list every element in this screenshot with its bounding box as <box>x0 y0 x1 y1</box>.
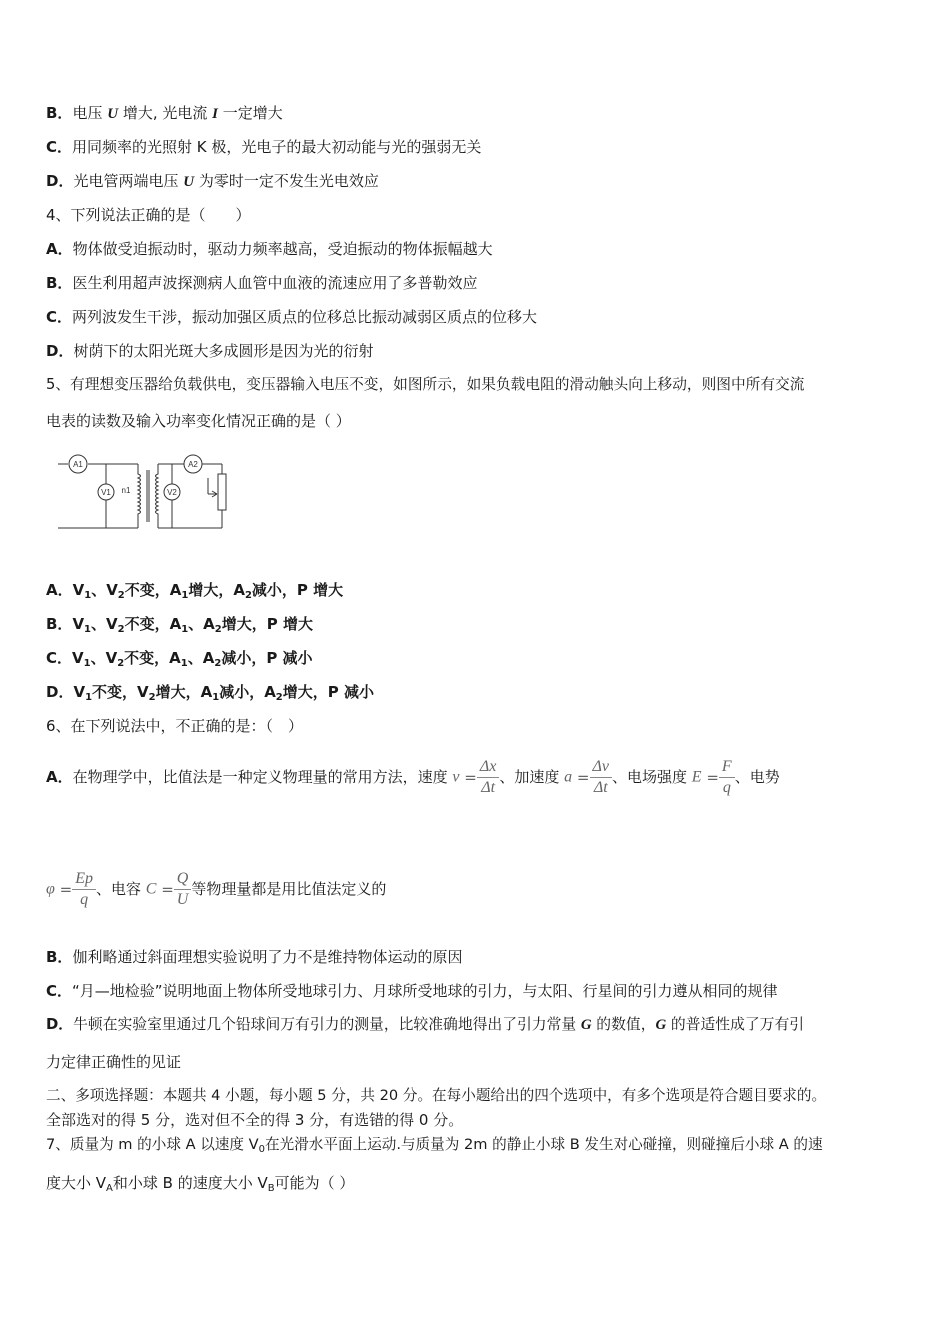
acceleration-formula: $\frac{\Delta v}{\Delta t}$ <box>590 757 613 798</box>
q3-option-c: C．用同频率的光照射 K 极，光电子的最大初动能与光的强弱无关 <box>46 138 482 156</box>
q7-stem-line1: 7、质量为 m 的小球 A 以速度 $V_0$在光滑水平面上运动.与质量为 2m 的静止小球 B 发生对心碰撞，则碰撞后小球 A 的速 <box>46 1136 823 1155</box>
q5-option-d: D．$V_1$不变，$V_2$增大，$A_1$减小，$A_2$增大，P 减小 <box>46 683 374 703</box>
q6-option-a-line1: A．在物理学中，比值法是一种定义物理量的常用方法，速度 v = $\frac{\Delta x}{\Delta t}$ 、加速度 a = $\frac{\Delta v}{\Delta t}$ 、电场强度 E = $\frac{F}{q}$ 、电势 <box>46 758 780 796</box>
q3-option-b: B．电压 U 增大, 光电流 I 一定增大 <box>46 104 283 122</box>
q6-option-b: B．伽利略通过斜面理想实验说明了力不是维持物体运动的原因 <box>46 948 463 966</box>
q5-stem-line2: 电表的读数及输入功率变化情况正确的是（ ） <box>46 412 351 430</box>
q4-option-b: B．医生利用超声波探测病人血管中血液的流速应用了多普勒效应 <box>46 274 478 292</box>
q4-option-d: D．树荫下的太阳光斑大多成圆形是因为光的衍射 <box>46 342 374 360</box>
label-v1: V1 <box>101 488 111 497</box>
capacitance-formula: $\frac{Q}{U}$ <box>174 869 192 910</box>
q6-option-d-line2: 力定律正确性的见证 <box>46 1053 182 1071</box>
q6-option-a-line2: φ = $\frac{Ep}{q}$ 、电容 C = $\frac{Q}{U}$ 等物理量都是用比值法定义的 <box>46 870 387 908</box>
q7-stem-line2: 度大小 $V_A$和小球 B 的速度大小 $V_B$可能为（ ） <box>46 1174 355 1194</box>
q4-stem: 4、下列说法正确的是（ ） <box>46 206 251 224</box>
section2-instructions-line1: 二、多项选择题：本题共 4 小题，每小题 5 分，共 20 分。在每小题给出的四个选项中，有多个选项是符合题目要求的。 <box>46 1087 827 1104</box>
label-n1: n1 <box>121 486 131 495</box>
transformer-circuit-diagram <box>56 448 236 532</box>
q6-stem: 6、在下列说法中，不正确的是：（ ） <box>46 717 304 735</box>
label-a2: A2 <box>188 460 198 469</box>
q5-stem-line1: 5、有理想变压器给负载供电，变压器输入电压不变，如图所示，如果负载电阻的滑动触头向上移动，则图中所有交流 <box>46 376 805 393</box>
q6-option-d: D．牛顿在实验室里通过几个铅球间万有引力的测量，比较准确地得出了引力常量 G 的数值，G 的普适性成了万有引 <box>46 1016 805 1033</box>
q5-option-a: A．$V_1$、$V_2$不变，$A_1$增大，$A_2$减小，P 增大 <box>46 581 344 601</box>
q5-option-c: C．$V_1$、$V_2$不变，$A_1$、$A_2$减小，P 减小 <box>46 649 313 669</box>
q3-option-d: D．光电管两端电压 U 为零时一定不发生光电效应 <box>46 172 379 190</box>
q5-option-b: B．$V_1$、$V_2$不变，$A_1$、$A_2$增大，P 增大 <box>46 615 313 635</box>
q4-option-c: C．两列波发生干涉，振动加强区质点的位移总比振动减弱区质点的位移大 <box>46 308 538 326</box>
section2-instructions-line2: 全部选对的得 5 分，选对但不全的得 3 分，有选错的得 0 分。 <box>46 1111 464 1129</box>
velocity-formula: $\frac{\Delta x}{\Delta t}$ <box>477 757 500 798</box>
label-v2: V2 <box>167 488 177 497</box>
label-a1: A1 <box>73 460 83 469</box>
q6-option-c: C．“月—地检验”说明地面上物体所受地球引力、月球所受地球的引力，与太阳、行星间的引力遵从相同的规律 <box>46 982 778 1000</box>
q4-option-a: A．物体做受迫振动时，驱动力频率越高，受迫振动的物体振幅越大 <box>46 240 493 258</box>
field-strength-formula: $\frac{F}{q}$ <box>719 757 735 798</box>
potential-formula: $\frac{Ep}{q}$ <box>72 869 96 910</box>
